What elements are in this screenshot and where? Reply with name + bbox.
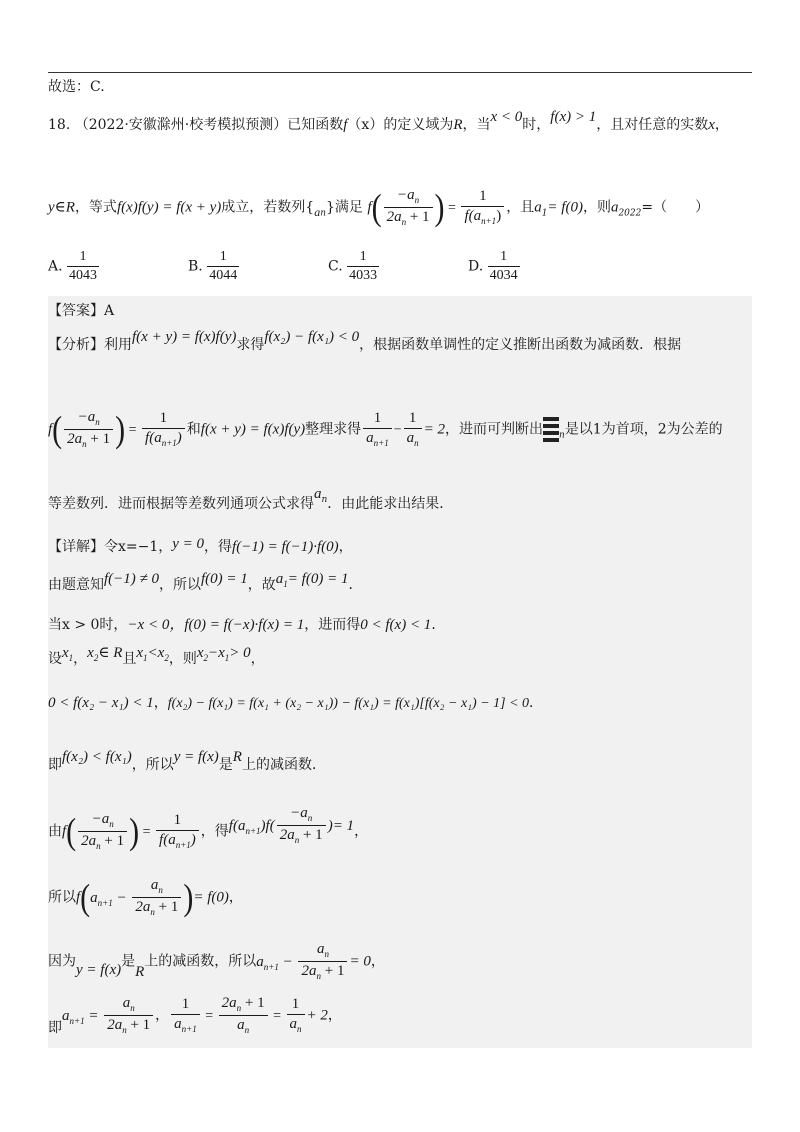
analysis-line-1: 【分析】利用f(x + y) = f(x)f(y)求得f(x₂) − f(x₁) < 0，根据函数单调性的定义推断出函数为减函数．根据 bbox=[48, 329, 682, 353]
answer-panel bbox=[48, 296, 752, 1048]
condition-rhs-fraction: $\frac{1}{f(a_{n+1})}$ bbox=[461, 189, 504, 226]
detail-line-7: 由f( $\frac{-a_n}{2a_n + 1}$ ) = $\frac{1}{f(a_{n+1})}$ ，得$f(a_{n+1})f$( $\frac{-a_n}{2a_n + 1}$ )= 1， bbox=[48, 805, 369, 852]
option-c[interactable]: C. $\frac{1}{4033}$ bbox=[328, 249, 378, 283]
prev-conclusion: 故选：C. bbox=[48, 79, 105, 95]
analysis-line-3: 等差数列．进而根据等差数列通项公式求得$a^n$．由此能求出结果． bbox=[48, 486, 454, 512]
answer-label: 【答案】A bbox=[48, 303, 115, 319]
detail-line-5: 0 < f(x₂ − x₁) < 1，f(x₂) − f(x₁) = f(x₁ + (x₂ − x₁)) − f(x₁) = f(x₁)[f(x₂ − x₁) − 1] < 0． bbox=[48, 695, 544, 711]
detail-line-1: 【详解】令x=−1，y = 0，得f(−1) = f(−1)·f(0)， bbox=[48, 536, 353, 555]
garbled-glyph-icon bbox=[543, 415, 559, 445]
condition-fraction: $\frac{-a_n}{2a_n + 1}$ bbox=[384, 188, 433, 227]
option-a[interactable]: A. $\frac{1}{4043}$ bbox=[48, 249, 98, 283]
option-b[interactable]: B. $\frac{1}{4044}$ bbox=[188, 249, 238, 283]
detail-line-8: 所以$f(a_{n+1}$ − $\frac{a_n}{2a_n + 1}$ )= f(0)， bbox=[48, 876, 243, 918]
detail-line-10: 即$a_{n+1}$ = $\frac{a_n}{2a_n + 1}$ ， $\frac{1}{a_{n+1}}$ = $\frac{2a_n + 1}{a_n}$ = $\frac{1}{a_n}$ + 2， bbox=[48, 995, 342, 1036]
detail-line-3: 当x > 0时，−x < 0，f(0) = f(−x)·f(x) = 1，进而得0 < f(x) < 1． bbox=[48, 617, 446, 633]
option-d[interactable]: D. $\frac{1}{4034}$ bbox=[468, 249, 518, 283]
detail-line-4: 设$x_1$，$x_2\in$ R且$x_1<x_2$，则$x_2-x_1> 0$， bbox=[48, 645, 265, 667]
question-number: 18. bbox=[48, 117, 71, 133]
question-source: （2022·安徽滁州·校考模拟预测） bbox=[74, 117, 288, 133]
analysis-line-2: f( $\frac{-a_n}{2a_n + 1}$ ) = $\frac{1}{f(a_{n+1})}$ 和f(x + y) = f(x)f(y)整理求得 $\frac{1}{a_{n+1}}$ − $\frac{1}{a_n}$ = 2，进而可判断出 $_n$是以1为首项，2为公差的 bbox=[48, 408, 723, 450]
detail-line-9: 因为y = f(x)是R上的减函数，所以$a_{n+1}$ − $\frac{a_n}{2a_n + 1}$ = 0， bbox=[48, 941, 385, 981]
question-line-1: 18. （2022·安徽滁州·校考模拟预测）已知函数f（x）的定义域为R，当x < 0时，f(x) > 1，且对任意的实数x， bbox=[48, 109, 729, 133]
detail-line-2: 由题意知f(−1) ≠ 0，所以f(0) = 1，故$a_1= f(0) = 1$． bbox=[48, 571, 363, 593]
detail-line-6: 即f(x₂) < f(x₁)，所以y = f(x)是R上的减函数． bbox=[48, 749, 326, 773]
top-rule bbox=[48, 72, 752, 73]
question-line-2: y∈R，等式f(x)f(y) = f(x + y)成立，若数列$\{a_n\}$满足 f( $\frac{-a_n}{2a_n + 1}$ ) = $\frac{1}{f(a_{n+1})}$ ，且$a_1= f(0)$，则$a_{2022}=$（ ） bbox=[48, 186, 710, 228]
